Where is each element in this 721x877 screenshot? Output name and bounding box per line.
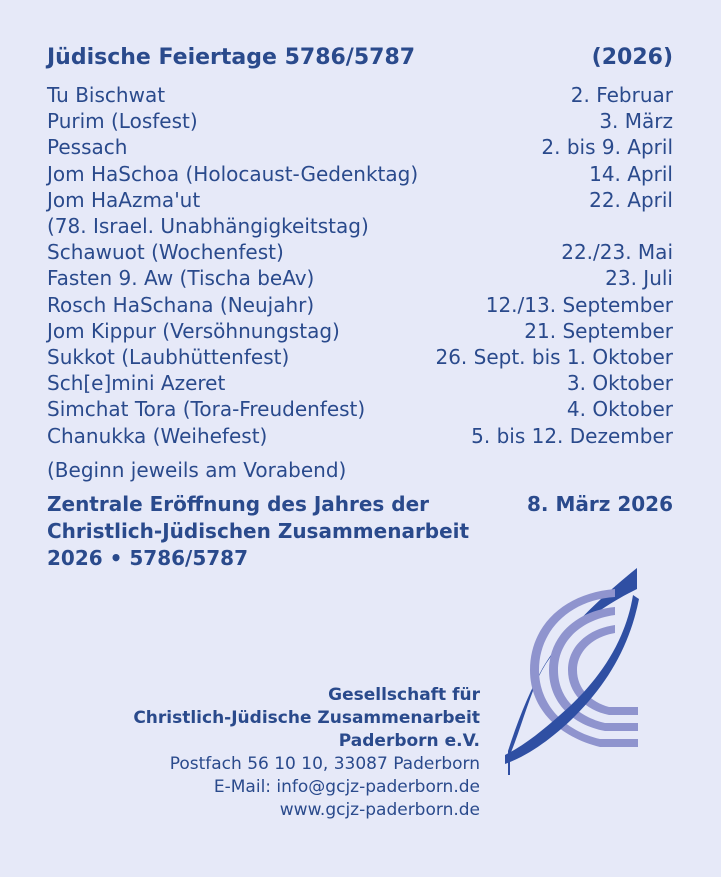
holiday-name: Schawuot (Wochenfest) — [47, 240, 284, 265]
holiday-name: Pessach — [47, 135, 128, 160]
note: (Beginn jeweils am Vorabend) — [47, 458, 347, 482]
org-name: Paderborn e.V. — [338, 731, 480, 751]
event-date: 8. März 2026 — [526, 492, 673, 516]
event-block — [47, 491, 673, 572]
holiday-date: 23. Juli — [605, 266, 673, 291]
holiday-list — [47, 82, 673, 449]
holiday-row — [47, 318, 673, 344]
holiday-row — [47, 108, 673, 134]
header — [47, 44, 673, 72]
holiday-row — [47, 134, 673, 160]
holiday-row — [47, 161, 673, 187]
event-line: 2026 • 5786/5787 — [47, 546, 249, 570]
holiday-row — [47, 213, 673, 239]
org-name: Christlich-Jüdische Zusammenarbeit — [133, 708, 480, 728]
holiday-row — [47, 265, 673, 291]
holiday-row — [47, 370, 673, 396]
holiday-name: Tu Bischwat — [47, 83, 166, 107]
holiday-date: 4. Oktober — [566, 397, 673, 422]
holiday-row — [47, 187, 673, 213]
holiday-name: Simchat Tora (Tora-Freudenfest) — [47, 397, 366, 422]
holiday-name: Fasten 9. Aw (Tischa beAv) — [47, 266, 315, 291]
gcjz-logo-icon — [505, 565, 645, 775]
holiday-date: 14. April — [589, 161, 673, 186]
holiday-row — [47, 344, 673, 370]
holiday-row — [47, 82, 673, 108]
holiday-date: 3. März — [599, 109, 673, 134]
holiday-date: 5. bis 12. Dezember — [471, 423, 673, 448]
holiday-date: 22./23. Mai — [561, 240, 673, 265]
page-title: Jüdische Feiertage 5786/5787 — [47, 45, 416, 70]
org-address: Postfach 56 10 10, 33087 Paderborn — [169, 754, 480, 774]
holiday-date: 21. September — [524, 318, 673, 343]
org-email[interactable]: E-Mail: info@gcjz-paderborn.de — [213, 777, 480, 797]
holiday-name: Jom Kippur (Versöhnungstag) — [47, 318, 340, 343]
holiday-name: (78. Israel. Unabhängigkeitstag) — [47, 214, 369, 239]
event-line: Zentrale Eröffnung des Jahres der — [47, 492, 430, 516]
holiday-row — [47, 292, 673, 318]
holiday-name: Sch[e]mini Azeret — [47, 371, 226, 396]
holiday-row — [47, 396, 673, 422]
holiday-row — [47, 239, 673, 265]
event-line: Christlich-Jüdischen Zusammenarbeit — [47, 519, 470, 543]
holiday-name: Jom HaAzma'ut — [47, 187, 201, 212]
org-name: Gesellschaft für — [328, 685, 480, 705]
holiday-date: 12./13. September — [485, 292, 673, 317]
holiday-date: 26. Sept. bis 1. Oktober — [435, 345, 673, 370]
holiday-name: Rosch HaSchana (Neujahr) — [47, 292, 315, 317]
holiday-row — [47, 423, 673, 449]
holiday-name: Purim (Losfest) — [47, 109, 198, 134]
holiday-name: Chanukka (Weihefest) — [47, 423, 268, 448]
org-website[interactable]: www.gcjz-paderborn.de — [279, 800, 480, 820]
organization-footer — [133, 684, 480, 822]
holiday-date: 3. Oktober — [566, 371, 673, 396]
holiday-name: Jom HaSchoa (Holocaust-Gedenktag) — [47, 161, 419, 186]
holiday-date: 2. bis 9. April — [541, 135, 673, 160]
holiday-date: 2. Februar — [570, 83, 673, 107]
holiday-name: Sukkot (Laubhüttenfest) — [47, 345, 290, 370]
header-year: (2026) — [591, 45, 673, 70]
holiday-date: 22. April — [589, 187, 673, 212]
